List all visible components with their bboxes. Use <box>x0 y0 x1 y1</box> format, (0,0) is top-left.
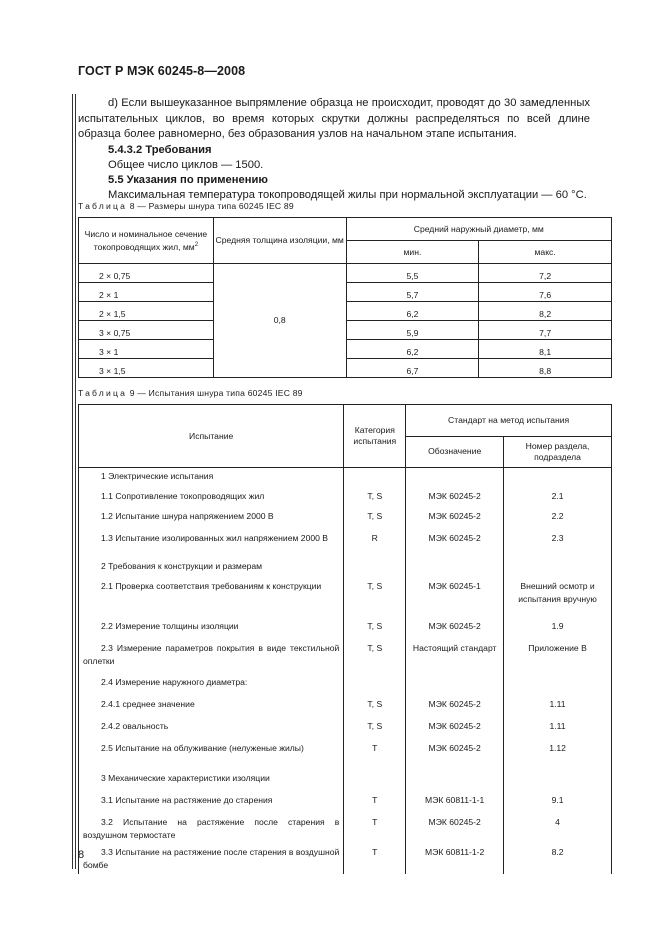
table9-designation-cell: МЭК 60811-1-1 <box>406 792 504 814</box>
table9-test-cell: 2.1 Проверка соответствия требованиям к конструкции <box>79 578 344 618</box>
page-number: 8 <box>78 849 85 861</box>
table9-section-cell: 1.9 <box>504 618 612 640</box>
table9-designation-cell: МЭК 60245-2 <box>406 696 504 718</box>
revision-margin-bar <box>72 94 76 869</box>
table9-designation-cell: МЭК 60245-2 <box>406 718 504 740</box>
table9-designation-cell: МЭК 60245-2 <box>406 740 504 770</box>
table-row: 3 × 1 6,2 8,1 <box>79 340 612 359</box>
table9-section-cell <box>504 558 612 578</box>
table9-designation-cell: МЭК 60245-1 <box>406 578 504 618</box>
table9-category-cell: T <box>344 740 406 770</box>
table9-designation-cell: Настоящий стандарт <box>406 640 504 674</box>
table9-section-cell <box>504 674 612 696</box>
table9-test-cell: 2.4.1 среднее значение <box>79 696 344 718</box>
table8-max-header: макс. <box>479 241 612 264</box>
table9-designation-cell <box>406 468 504 489</box>
table9-designation-cell <box>406 770 504 792</box>
table9-test-cell: 1 Электрические испытания <box>79 468 344 489</box>
table8-thickness: 0,8 <box>213 264 346 378</box>
table8-col2-header: Средняя толщина изоляции, мм <box>213 218 346 264</box>
table-row <box>79 488 612 508</box>
section-5432-heading: 5.4.3.2 Требования <box>108 144 212 156</box>
section-55-text: Максимальная температура токопроводящей жилы при нормальной эксплуатации — 60 °С. <box>108 189 587 201</box>
table-row <box>79 530 612 558</box>
table-row <box>79 696 612 718</box>
table9-section-cell: 9.1 <box>504 792 612 814</box>
table9-category-cell: T <box>344 844 406 874</box>
table9-test-cell: 2.3 Измерение параметров покрытия в виде текстильной оплетки <box>79 640 344 674</box>
table9-section-cell <box>504 468 612 489</box>
table9-section-cell: 1.11 <box>504 696 612 718</box>
table-row <box>79 578 612 618</box>
table9-category-cell: T, S <box>344 488 406 508</box>
table-row <box>79 618 612 640</box>
table8-caption-word: Таблица <box>78 201 128 211</box>
table9-category-cell: R <box>344 530 406 558</box>
table9-category-cell <box>344 468 406 489</box>
table9-test-cell: 1.3 Испытание изолированных жил напряжением 2000 В <box>79 530 344 558</box>
table-row <box>79 740 612 770</box>
table9-category-cell: T <box>344 792 406 814</box>
table9-test-cell: 2.4 Измерение наружного диаметра: <box>79 674 344 696</box>
table-row <box>79 674 612 696</box>
table-row <box>79 508 612 530</box>
table9-test-cell: 3.3 Испытание на растяжение после старения в воздушной бомбе <box>79 844 344 874</box>
table9-designation-cell: МЭК 60245-2 <box>406 814 504 844</box>
table9-section-cell: Приложение В <box>504 640 612 674</box>
table9-category-cell: T, S <box>344 640 406 674</box>
table-row <box>79 792 612 814</box>
table9-test-cell: 1.2 Испытание шнура напряжением 2000 В <box>79 508 344 530</box>
table9-section-cell: 2.3 <box>504 530 612 558</box>
table9-category-cell <box>344 770 406 792</box>
table9-section-cell: 4 <box>504 814 612 844</box>
table9-category-cell <box>344 674 406 696</box>
table8-col3-header: Средний наружный диаметр, мм <box>346 218 611 241</box>
table9-category-cell: T, S <box>344 578 406 618</box>
table9-section-cell: 2.1 <box>504 488 612 508</box>
table9-test-cell: 3.2 Испытание на растяжение после старения в воздушном термостате <box>79 814 344 844</box>
table9-designation-cell <box>406 558 504 578</box>
section-55-heading: 5.5 Указания по применению <box>108 174 268 186</box>
table-8 <box>78 217 612 378</box>
table8-min-header: мин. <box>346 241 479 264</box>
table-row: 2 × 1 5,7 7,6 <box>79 283 612 302</box>
table9-category-cell: T, S <box>344 618 406 640</box>
table-row: 2 × 0,75 0,8 5,5 7,2 <box>79 264 612 283</box>
table-row <box>79 718 612 740</box>
table-row <box>79 558 612 578</box>
table9-section-cell: Внешний осмотр и испытания вручную <box>504 578 612 618</box>
table8-caption <box>78 201 294 211</box>
paragraph-d: d) Если вышеуказанное выпрямление образца не происходит, проводят до 30 замедленных испытательных циклов, во время которых скрутки должны распределяться по всей длине образца более равномерно, без образования узлов на начальном этапе испытания. <box>78 97 590 140</box>
table9-test-cell: 3 Механические характеристики изоляции <box>79 770 344 792</box>
table9-category-header: Категория испытания <box>344 405 406 468</box>
table9-category-cell: T, S <box>344 718 406 740</box>
table9-designation-cell <box>406 674 504 696</box>
table-row: 3 × 0,75 5,9 7,7 <box>79 321 612 340</box>
table9-designation-header: Обозначение <box>406 436 504 468</box>
table-row: 2 × 1,5 6,2 8,2 <box>79 302 612 321</box>
table9-standard-header: Стандарт на метод испытания <box>406 405 612 437</box>
table-9 <box>78 404 612 874</box>
table-row <box>79 814 612 844</box>
table9-category-cell: T, S <box>344 508 406 530</box>
table9-category-cell <box>344 558 406 578</box>
table-row: 3 × 1,5 6,7 8,8 <box>79 359 612 378</box>
table9-section-cell: 1.11 <box>504 718 612 740</box>
table9-test-cell: 2.5 Испытание на облуживание (нелуженые жилы) <box>79 740 344 770</box>
table9-caption-text: 9 — Испытания шнура типа 60245 IEC 89 <box>129 388 303 398</box>
table9-section-cell: 8.2 <box>504 844 612 874</box>
table-row <box>79 770 612 792</box>
table9-designation-cell: МЭК 60811-1-2 <box>406 844 504 874</box>
table9-section-cell <box>504 770 612 792</box>
table-row <box>79 640 612 674</box>
table9-designation-cell: МЭК 60245-2 <box>406 618 504 640</box>
table9-category-cell: T <box>344 814 406 844</box>
table-row <box>79 468 612 489</box>
table9-test-cell: 2 Требования к конструкции и размерам <box>79 558 344 578</box>
table9-designation-cell: МЭК 60245-2 <box>406 530 504 558</box>
table9-test-cell: 2.4.2 овальность <box>79 718 344 740</box>
table9-caption-word: Таблица <box>78 388 128 398</box>
table9-caption <box>78 388 303 398</box>
table9-section-cell: 1.12 <box>504 740 612 770</box>
table9-test-cell: 2.2 Измерение толщины изоляции <box>79 618 344 640</box>
table9-designation-cell: МЭК 60245-2 <box>406 508 504 530</box>
table9-test-cell: 3.1 Испытание на растяжение до старения <box>79 792 344 814</box>
section-5432-text: Общее число циклов — 1500. <box>108 159 264 171</box>
table8-col1-header: Число и номинальное сечение токопроводящих жил, $мм^2$ <box>79 218 214 264</box>
table9-section-header: Номер раздела, подраздела <box>504 436 612 468</box>
table9-category-cell: T, S <box>344 696 406 718</box>
table9-designation-cell: МЭК 60245-2 <box>406 488 504 508</box>
table9-test-header: Испытание <box>79 405 344 468</box>
table9-section-cell: 2.2 <box>504 508 612 530</box>
table-row <box>79 844 612 874</box>
document-header: ГОСТ Р МЭК 60245-8—2008 <box>78 64 246 78</box>
table8-caption-text: 8 — Размеры шнура типа 60245 IEC 89 <box>129 201 294 211</box>
table9-test-cell: 1.1 Сопротивление токопроводящих жил <box>79 488 344 508</box>
